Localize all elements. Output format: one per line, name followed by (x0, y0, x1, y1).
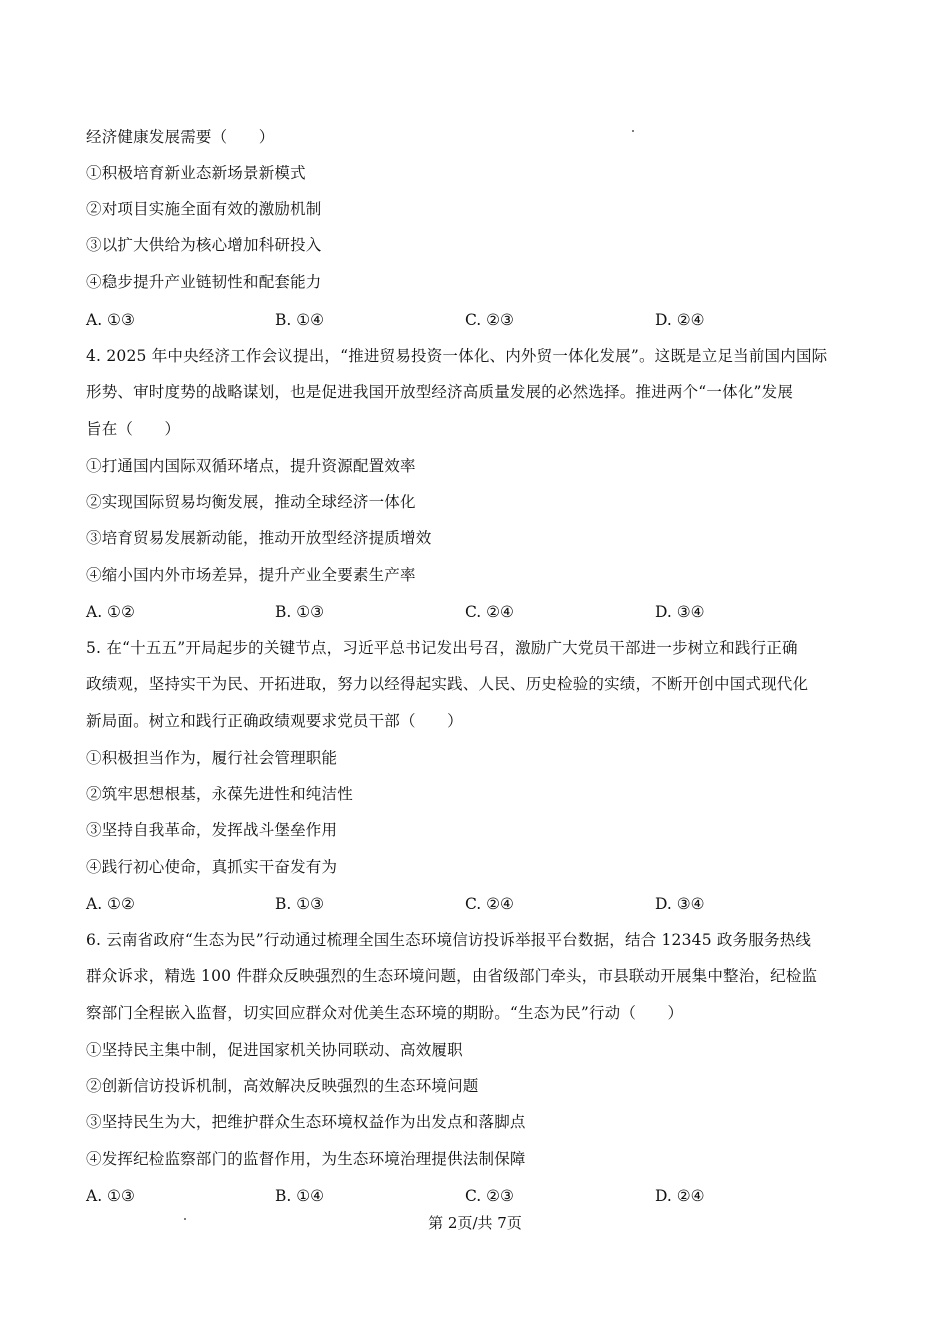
q3-item-4: ④稳步提升产业链韧性和配套能力 (86, 273, 322, 291)
q5-option-d: D. ③④ (655, 895, 705, 913)
q5-option-c: C. ②④ (465, 895, 514, 913)
q5-stem-line-3: 新局面。树立和践行正确政绩观要求党员干部（ ） (86, 712, 463, 730)
q6-option-b: B. ①④ (275, 1187, 325, 1205)
q4-option-d: D. ③④ (655, 603, 705, 621)
q6-option-c: C. ②③ (465, 1187, 514, 1205)
q6-item-3: ③坚持民生为大，把维护群众生态环境权益作为出发点和落脚点 (86, 1113, 526, 1131)
q3-item-1: ①积极培育新业态新场景新模式 (86, 164, 306, 182)
q5-item-2: ②筑牢思想根基，永葆先进性和纯洁性 (86, 785, 353, 803)
q4-stem-line-1: 4. 2025 年中央经济工作会议提出，“推进贸易投资一体化、内外贸一体化发展”。这既是立足当前国内国际 (86, 347, 828, 365)
q6-stem-line-2: 群众诉求，精选 100 件群众反映强烈的生态环境问题，由省级部门牵头，市县联动开展集中整治，纪检监 (86, 967, 818, 985)
q4-option-b: B. ①③ (275, 603, 325, 621)
q4-item-4: ④缩小国内外市场差异，提升产业全要素生产率 (86, 566, 416, 584)
q4-stem-line-3: 旨在（ ） (86, 420, 181, 438)
q3-option-d: D. ②④ (655, 311, 705, 329)
q5-option-a: A. ①② (86, 895, 135, 913)
q3-stem-tail: 经济健康发展需要（ ） (86, 128, 275, 146)
q4-option-c: C. ②④ (465, 603, 514, 621)
scan-speck (632, 130, 634, 132)
q5-item-4: ④践行初心使命，真抓实干奋发有为 (86, 858, 338, 876)
q6-option-a: A. ①③ (86, 1187, 135, 1205)
q3-option-a: A. ①③ (86, 311, 135, 329)
q4-item-3: ③培育贸易发展新动能，推动开放型经济提质增效 (86, 529, 432, 547)
q4-item-2: ②实现国际贸易均衡发展，推动全球经济一体化 (86, 493, 416, 511)
q5-item-3: ③坚持自我革命，发挥战斗堡垒作用 (86, 821, 338, 839)
q6-option-d: D. ②④ (655, 1187, 705, 1205)
q6-stem-line-3: 察部门全程嵌入监督，切实回应群众对优美生态环境的期盼。“生态为民”行动（ ） (86, 1004, 684, 1022)
q5-item-1: ①积极担当作为，履行社会管理职能 (86, 749, 338, 767)
q6-item-1: ①坚持民主集中制，促进国家机关协同联动、高效履职 (86, 1041, 463, 1059)
page-number-footer: 第 2页/共 7页 (428, 1214, 522, 1232)
q3-item-2: ②对项目实施全面有效的激励机制 (86, 200, 322, 218)
q6-item-2: ②创新信访投诉机制，高效解决反映强烈的生态环境问题 (86, 1077, 479, 1095)
q4-item-1: ①打通国内国际双循环堵点，提升资源配置效率 (86, 457, 416, 475)
q4-stem-line-2: 形势、审时度势的战略谋划，也是促进我国开放型经济高质量发展的必然选择。推进两个“一体化”发展 (86, 383, 794, 401)
q6-stem-line-1: 6. 云南省政府“生态为民”行动通过梳理全国生态环境信访投诉举报平台数据，结合 12345 政务服务热线 (86, 931, 812, 949)
q3-item-3: ③以扩大供给为核心增加科研投入 (86, 236, 322, 254)
q4-option-a: A. ①② (86, 603, 135, 621)
q3-option-c: C. ②③ (465, 311, 514, 329)
q3-option-b: B. ①④ (275, 311, 325, 329)
q5-stem-line-2: 政绩观，坚持实干为民、开拓进取，努力以经得起实践、人民、历史检验的实绩，不断开创中国式现代化 (86, 675, 809, 693)
q6-item-4: ④发挥纪检监察部门的监督作用，为生态环境治理提供法制保障 (86, 1150, 526, 1168)
q5-option-b: B. ①③ (275, 895, 325, 913)
q5-stem-line-1: 5. 在“十五五”开局起步的关键节点，习近平总书记发出号召，激励广大党员干部进一步树立和践行正确 (86, 639, 798, 657)
